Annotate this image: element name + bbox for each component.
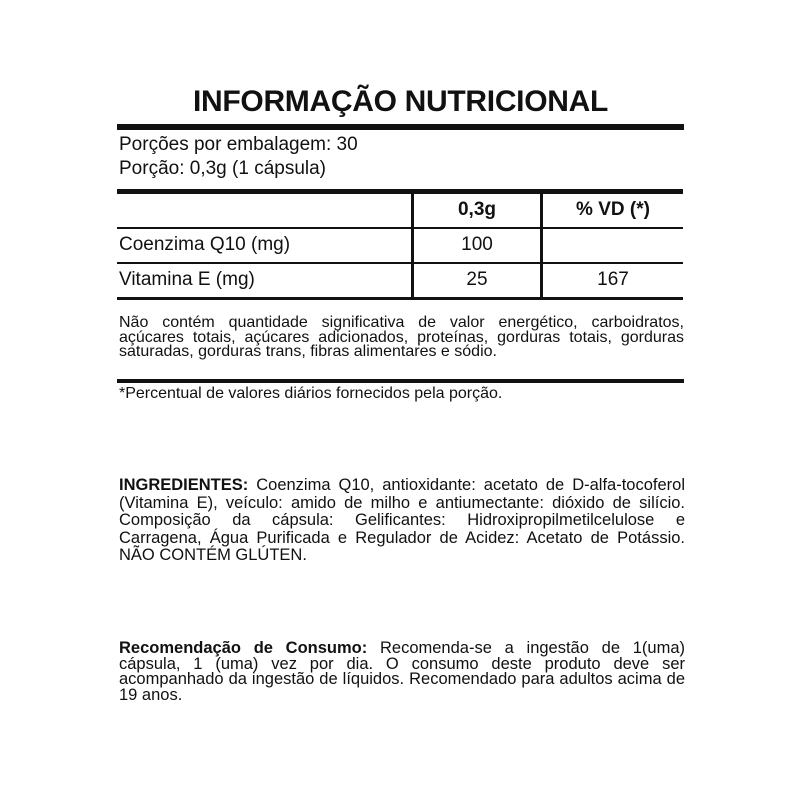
ingredients-paragraph xyxy=(119,477,685,565)
recommendation-text: Recomenda-se a ingestão de 1(uma) cápsula, 1 (uma) vez por dia. O consumo deste produto deve ser acompanhado da ingestão de líquidos. Recomendado para adultos acima de 19 anos. xyxy=(119,639,685,704)
table-header-vd: % VD (*) xyxy=(576,199,650,220)
nutrient-vd: 167 xyxy=(597,269,629,290)
nutrient-name: Vitamina E (mg) xyxy=(119,269,255,290)
table-header-amount: 0,3g xyxy=(457,199,497,220)
label-title: INFORMAÇÃO NUTRICIONAL xyxy=(192,85,609,118)
table-bottom-rule xyxy=(117,297,683,300)
ingredients-text: Coenzima Q10, antioxidante: acetato de D-alfa-tocoferol (Vitamina E), veículo: amido de milho e antiumectante: dióxido de silício. Composição da cápsula: Gelificantes: Hidroxipropilmetilcelulose e Carragena, Água Purificada e Regulador de Acidez: Acetato de Potássio. NÃO CONTÉM GLÚTEN. xyxy=(119,476,685,564)
portion-size: Porção: 0,3g (1 cápsula) xyxy=(119,158,327,179)
nutrient-name: Coenzima Q10 (mg) xyxy=(119,234,291,255)
table-top-rule xyxy=(117,189,683,194)
table-row-divider-2 xyxy=(117,262,683,264)
nutrient-amount: 25 xyxy=(466,269,488,290)
recommendation-paragraph xyxy=(119,641,685,703)
servings-per-package: Porções por embalagem: 30 xyxy=(119,134,358,155)
vd-footnote: *Percentual de valores diários fornecidos pela porção. xyxy=(119,385,503,402)
recommendation-label: Recomendação de Consumo: xyxy=(119,639,368,657)
footnote-rule xyxy=(117,379,684,383)
ingredients-label: INGREDIENTES: xyxy=(119,476,249,494)
table-row-divider-1 xyxy=(117,227,683,229)
top-thick-rule xyxy=(117,124,684,130)
nutrient-amount: 100 xyxy=(461,234,493,255)
not-significant-disclaimer: Não contém quantidade significativa de valor energético, carboidratos, açúcares totais, açúcares adicionados, proteínas, gorduras totais, gorduras saturadas, gorduras trans, fibras alimentares e sódio. xyxy=(119,314,684,360)
